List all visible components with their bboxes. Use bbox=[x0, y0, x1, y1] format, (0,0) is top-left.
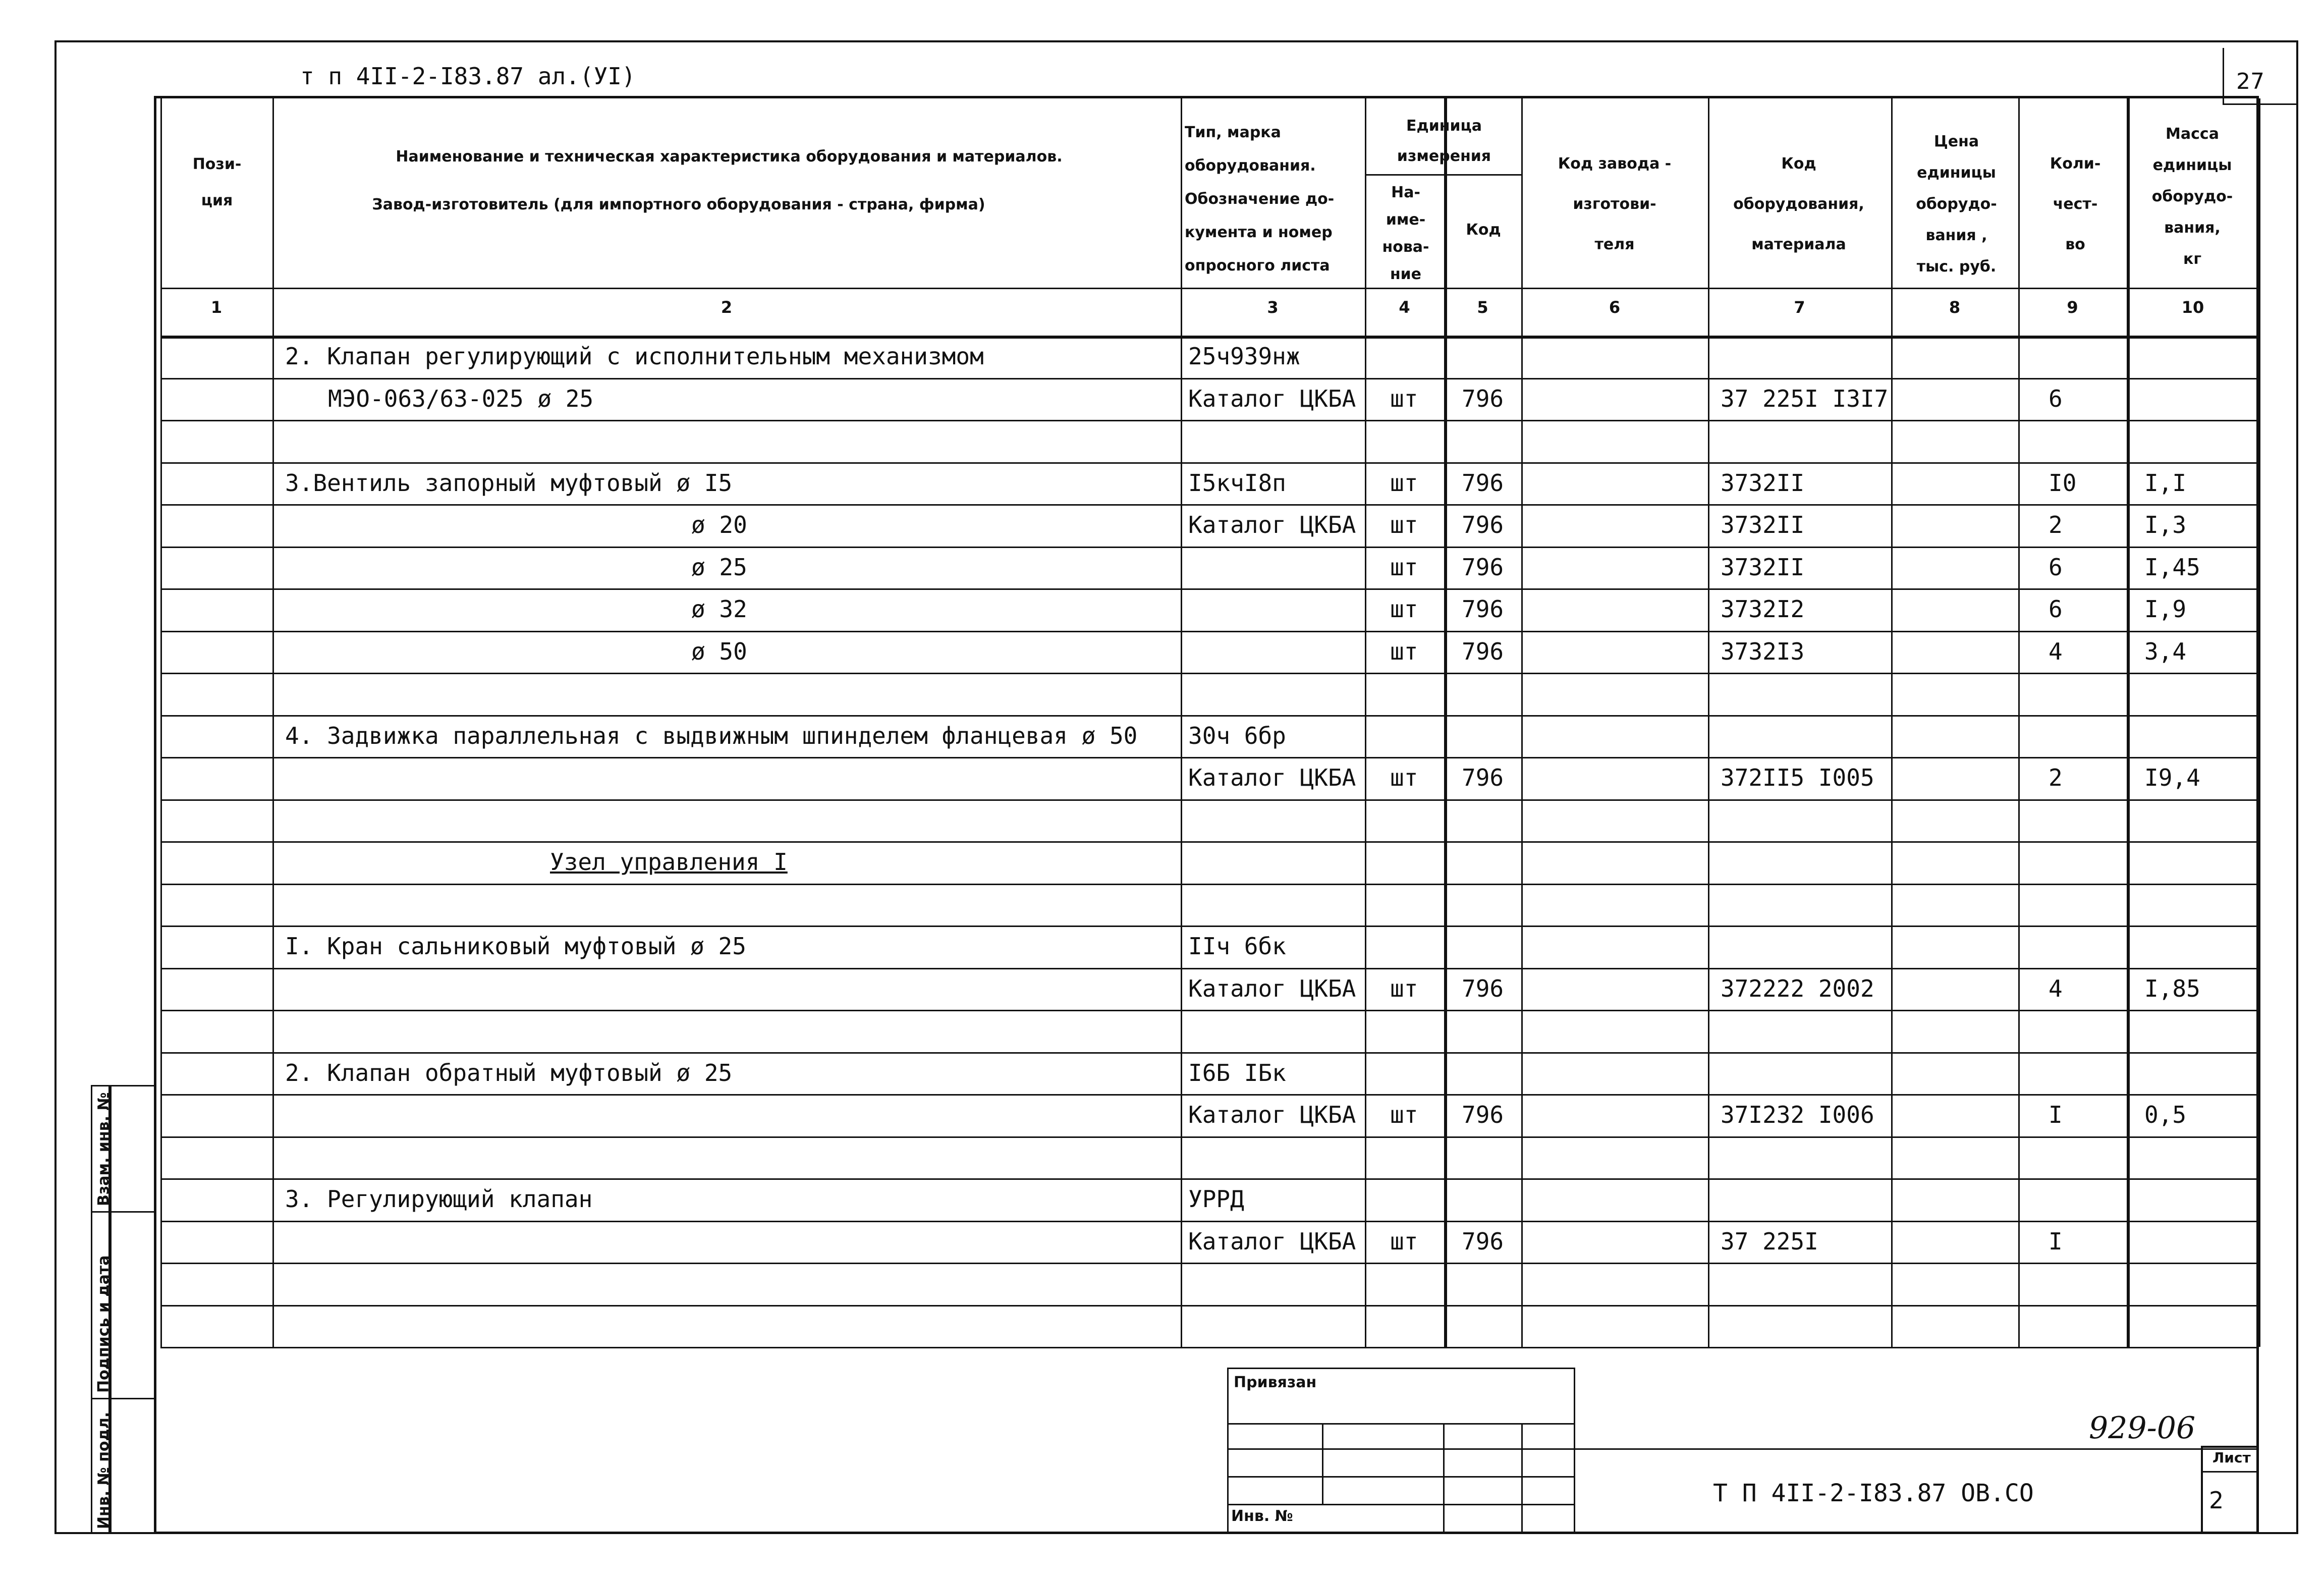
row-name: Узел управления I bbox=[550, 848, 788, 876]
row-line bbox=[160, 968, 2259, 969]
row-unit: шт bbox=[1390, 764, 1418, 791]
row-line bbox=[160, 420, 2259, 421]
header-unit-name: На- име- нова- ние bbox=[1382, 184, 1429, 283]
row-code: 796 bbox=[1462, 974, 1504, 1002]
row-equip: 372II5 I005 bbox=[1721, 764, 1874, 791]
row-line bbox=[160, 925, 2259, 927]
header-mass: Масса единицы оборудо- вания, кг bbox=[2151, 125, 2233, 268]
column-number: 9 bbox=[2067, 298, 2078, 317]
row-line bbox=[160, 1178, 2259, 1180]
row-name: 3.Вентиль запорный муфтовый ø I5 bbox=[285, 469, 733, 497]
side-label-vzam: Взам. инв. № bbox=[95, 1092, 113, 1206]
row-unit: шт bbox=[1390, 974, 1418, 1002]
row-code: 796 bbox=[1462, 511, 1504, 538]
row-line bbox=[160, 1052, 2259, 1054]
header-name-line2: Завод-изготовитель (для импортного оборудования - страна, фирма) bbox=[372, 196, 985, 213]
column-line bbox=[2018, 98, 2020, 1347]
row-type: Каталог ЦКБА bbox=[1188, 511, 1356, 538]
row-name: МЭО-063/63-025 ø 25 bbox=[328, 385, 594, 412]
column-line bbox=[1444, 98, 1447, 1347]
stamp-list-label: Лист bbox=[2212, 1449, 2251, 1466]
row-equip: 3732II bbox=[1721, 553, 1805, 581]
row-mass: I,I bbox=[2144, 469, 2187, 497]
header-position: Пози- ция bbox=[192, 155, 242, 209]
row-line bbox=[160, 884, 2259, 885]
row-qty: I0 bbox=[2049, 469, 2077, 497]
row-equip: 3732I2 bbox=[1721, 595, 1805, 623]
header-unit: Единица измерения bbox=[1397, 117, 1491, 165]
column-number: 5 bbox=[1477, 298, 1488, 317]
column-line bbox=[160, 98, 162, 1347]
column-number: 2 bbox=[721, 298, 733, 317]
column-line bbox=[2127, 98, 2130, 1347]
column-number: 4 bbox=[1399, 298, 1410, 317]
header-type: Тип, марка оборудования. Обозначение до- кумента и номер опросного листа bbox=[1185, 124, 1335, 275]
row-code: 796 bbox=[1462, 385, 1504, 412]
row-qty: 6 bbox=[2049, 385, 2063, 412]
header-name-line1: Наименование и техническая характеристика оборудования и материалов. bbox=[396, 148, 1063, 166]
side-strip-inner-line bbox=[91, 1085, 92, 1534]
row-unit: шт bbox=[1390, 511, 1418, 538]
row-line bbox=[160, 1136, 2259, 1138]
row-equip: 3732I3 bbox=[1721, 637, 1805, 665]
row-name: 4. Задвижка параллельная с выдвижным шпинделем фланцевая ø 50 bbox=[285, 722, 1138, 749]
doc-reference-top: т п 4II-2-I83.87 ал.(УI) bbox=[300, 63, 636, 90]
row-line bbox=[160, 462, 2259, 464]
row-mass: I9,4 bbox=[2144, 764, 2200, 791]
stamp-line-4 bbox=[1227, 1504, 1575, 1505]
row-line bbox=[160, 504, 2259, 506]
row-line bbox=[160, 1094, 2259, 1096]
row-type: 30ч 6бр bbox=[1188, 722, 1286, 749]
row-qty: 2 bbox=[2049, 764, 2063, 791]
row-equip: 37I232 I006 bbox=[1721, 1101, 1874, 1128]
header-unit-code: Код bbox=[1466, 221, 1501, 239]
row-type: 25ч939нж bbox=[1188, 343, 1300, 370]
row-type: Каталог ЦКБА bbox=[1188, 1101, 1356, 1128]
row-mass: I,3 bbox=[2144, 511, 2187, 538]
row-line bbox=[160, 841, 2259, 843]
row-type: IIч 6бк bbox=[1188, 933, 1286, 960]
side-strip-h3 bbox=[91, 1398, 154, 1399]
header-quantity: Коли- чест- во bbox=[2050, 155, 2101, 253]
side-label-podpis: Подпись и дата bbox=[95, 1255, 113, 1393]
row-equip: 37 225I I3I7 bbox=[1721, 385, 1889, 412]
row-name: 2. Клапан регулирующий с исполнительным механизмом bbox=[285, 343, 984, 370]
row-qty: 2 bbox=[2049, 511, 2063, 538]
row-name: ø 25 bbox=[691, 553, 747, 581]
row-line bbox=[160, 1010, 2259, 1011]
row-qty: 6 bbox=[2049, 595, 2063, 623]
row-line bbox=[160, 799, 2259, 801]
row-equip: 3732II bbox=[1721, 469, 1805, 497]
header-price: Цена единицы оборудо- вания , тыс. руб. bbox=[1916, 133, 1997, 276]
side-label-inv-podl: Инв. № подл. bbox=[95, 1411, 113, 1529]
row-line bbox=[160, 1305, 2259, 1306]
header-equipment-code: Код оборудования, материала bbox=[1733, 155, 1864, 253]
row-type: Каталог ЦКБА bbox=[1188, 1227, 1356, 1255]
row-unit: шт bbox=[1390, 385, 1418, 412]
row-line bbox=[160, 1263, 2259, 1264]
row-line bbox=[160, 631, 2259, 632]
row-code: 796 bbox=[1462, 1227, 1504, 1255]
row-type: Каталог ЦКБА bbox=[1188, 385, 1356, 412]
page-number: 27 bbox=[2236, 69, 2264, 94]
row-type: I5кчI8п bbox=[1188, 469, 1286, 497]
row-code: 796 bbox=[1462, 1101, 1504, 1128]
stamp-code-handwritten: 929-06 bbox=[2089, 1410, 2196, 1446]
row-code: 796 bbox=[1462, 637, 1504, 665]
column-line bbox=[1891, 98, 1893, 1347]
stamp-line-3 bbox=[1227, 1476, 1575, 1478]
numbers-bottom-line bbox=[160, 336, 2259, 339]
row-unit: шт bbox=[1390, 637, 1418, 665]
stamp-inv-label: Инв. № bbox=[1231, 1507, 1293, 1525]
row-type: УРРД bbox=[1188, 1185, 1244, 1213]
row-qty: 4 bbox=[2049, 974, 2063, 1002]
row-name: ø 32 bbox=[691, 595, 747, 623]
header-bottom-line bbox=[160, 288, 2259, 289]
stamp-v3 bbox=[1521, 1423, 1523, 1534]
row-type: Каталог ЦКБА bbox=[1188, 764, 1356, 791]
side-strip-h1 bbox=[91, 1085, 154, 1086]
row-qty: I bbox=[2049, 1227, 2063, 1255]
row-unit: шт bbox=[1390, 1101, 1418, 1128]
row-code: 796 bbox=[1462, 553, 1504, 581]
row-mass: 3,4 bbox=[2144, 637, 2187, 665]
row-line bbox=[160, 1347, 2259, 1348]
row-mass: I,9 bbox=[2144, 595, 2187, 623]
row-unit: шт bbox=[1390, 595, 1418, 623]
stamp-title-line bbox=[1575, 1448, 2259, 1450]
row-line bbox=[160, 673, 2259, 674]
column-line bbox=[1365, 98, 1366, 1347]
unit-subheader-line bbox=[1365, 174, 1521, 176]
row-mass: 0,5 bbox=[2144, 1101, 2187, 1128]
row-line bbox=[160, 547, 2259, 548]
stamp-list-number: 2 bbox=[2209, 1487, 2224, 1514]
column-line bbox=[272, 98, 274, 1347]
row-name: 2. Клапан обратный муфтовый ø 25 bbox=[285, 1059, 733, 1086]
header-factory-code: Код завода - изготови- теля bbox=[1558, 155, 1672, 253]
row-code: 796 bbox=[1462, 595, 1504, 623]
row-code: 796 bbox=[1462, 764, 1504, 791]
row-mass: I,45 bbox=[2144, 553, 2200, 581]
column-number: 3 bbox=[1267, 298, 1279, 317]
row-line bbox=[160, 378, 2259, 379]
row-equip: 372222 2002 bbox=[1721, 974, 1874, 1002]
stamp-list-line bbox=[2201, 1471, 2259, 1473]
column-line bbox=[2259, 98, 2260, 1347]
row-name: ø 20 bbox=[691, 511, 747, 538]
row-code: 796 bbox=[1462, 469, 1504, 497]
row-name: 3. Регулирующий клапан bbox=[285, 1185, 593, 1213]
row-type: I6Б IБк bbox=[1188, 1059, 1286, 1086]
column-number: 7 bbox=[1794, 298, 1805, 317]
page-number-box-bottom bbox=[2223, 103, 2298, 105]
column-line bbox=[1521, 98, 1523, 1347]
row-name: ø 50 bbox=[691, 637, 747, 665]
row-type: Каталог ЦКБА bbox=[1188, 974, 1356, 1002]
row-unit: шт bbox=[1390, 1227, 1418, 1255]
stamp-v2 bbox=[1443, 1423, 1445, 1534]
row-line bbox=[160, 1221, 2259, 1222]
stamp-line-2 bbox=[1227, 1448, 1575, 1450]
column-number: 10 bbox=[2181, 298, 2204, 317]
row-line bbox=[160, 757, 2259, 758]
column-line bbox=[1181, 98, 1182, 1347]
row-mass: I,85 bbox=[2144, 974, 2200, 1002]
row-unit: шт bbox=[1390, 553, 1418, 581]
row-qty: 6 bbox=[2049, 553, 2063, 581]
row-unit: шт bbox=[1390, 469, 1418, 497]
row-qty: 4 bbox=[2049, 637, 2063, 665]
row-name: I. Кран сальниковый муфтовый ø 25 bbox=[285, 933, 746, 960]
row-qty: I bbox=[2049, 1101, 2063, 1128]
row-equip: 37 225I bbox=[1721, 1227, 1818, 1255]
page-number-box-left bbox=[2223, 48, 2224, 103]
row-line bbox=[160, 588, 2259, 590]
column-line bbox=[1708, 98, 1709, 1347]
column-number: 8 bbox=[1949, 298, 1961, 317]
row-line bbox=[160, 715, 2259, 717]
column-number: 6 bbox=[1609, 298, 1621, 317]
stamp-v1 bbox=[1322, 1423, 1323, 1504]
side-strip-h2 bbox=[91, 1211, 154, 1213]
row-equip: 3732II bbox=[1721, 511, 1805, 538]
stamp-doc-reference: Т П 4II-2-I83.87 ОВ.СО bbox=[1713, 1479, 2034, 1507]
stamp-line-1 bbox=[1227, 1423, 1575, 1425]
stamp-privyazan-label: Привязан bbox=[1234, 1374, 1317, 1391]
column-number: 1 bbox=[210, 298, 223, 317]
